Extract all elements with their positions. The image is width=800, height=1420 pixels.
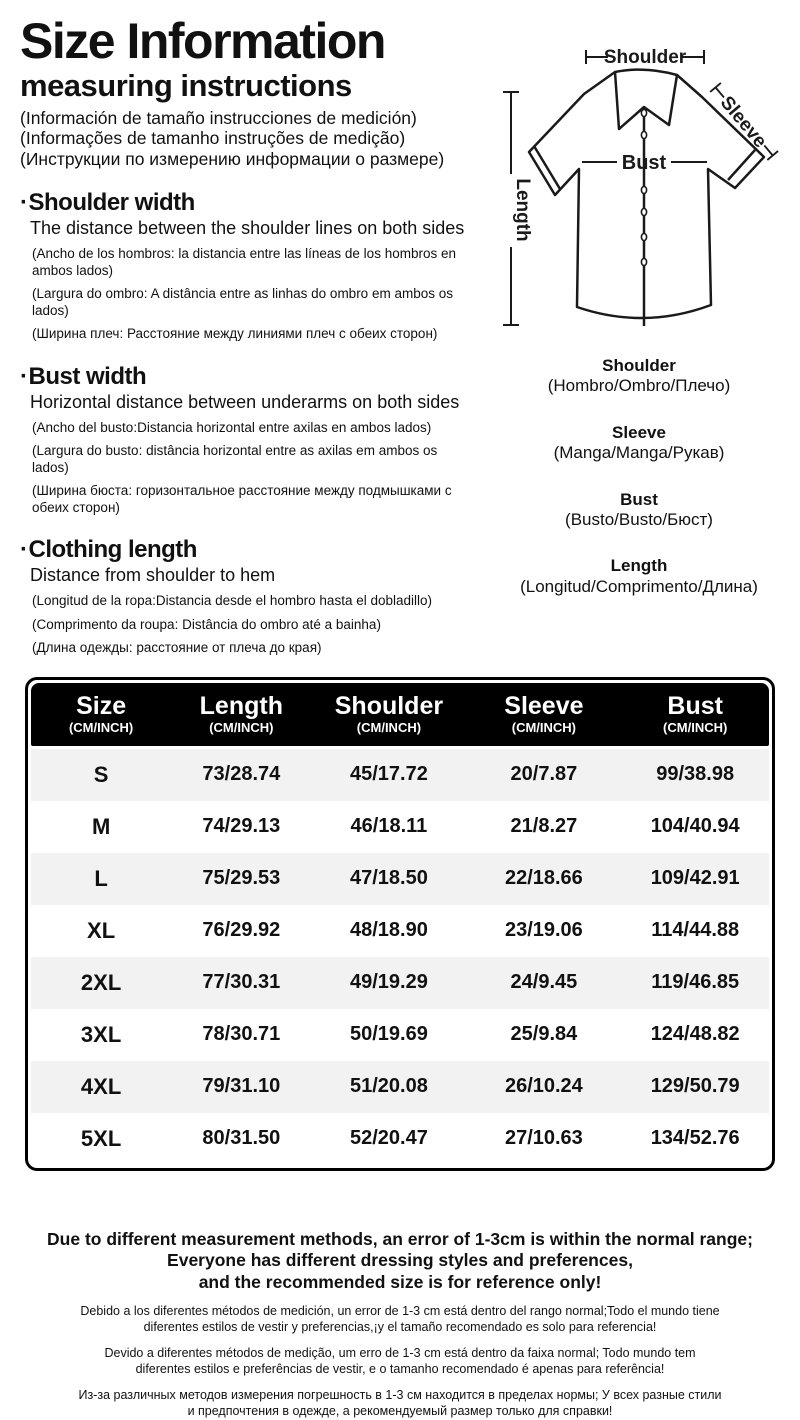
cell-shoulder: 45/17.72 — [311, 746, 466, 801]
cell-sleeve: 27/10.63 — [504, 1127, 583, 1150]
bullet-icon: · — [20, 362, 28, 390]
section-title — [20, 189, 478, 217]
column-unit: (CM/INCH) — [68, 720, 134, 736]
cell-shoulder: 46/18.11 — [350, 815, 428, 838]
cell-bust: 129/50.79 — [621, 1061, 769, 1113]
cell-sleeve: 26/10.24 — [466, 1061, 621, 1113]
disclaimer-en-line: and the recommended size is for reference only! — [198, 1271, 602, 1292]
disclaimer-en — [0, 1229, 800, 1293]
cell-sleeve: 22/18.66 — [466, 853, 621, 905]
cell-bust: 114/44.88 — [651, 919, 740, 942]
shoulder-measure-label: Shoulder — [603, 47, 687, 68]
sleeve-measure-label: ⊢Sleeve⊣ — [705, 79, 782, 165]
cell-sleeve: 25/9.84 — [510, 1023, 578, 1046]
section-es: (Longitud de la ropa:Distancia desde el hombro hasta el dobladillo) — [32, 593, 433, 609]
shirt-diagram — [479, 14, 799, 349]
section-pt: (Comprimento da roupa: Distância do ombro até a bainha) — [32, 616, 381, 632]
cell-length: 76/29.92 — [202, 919, 281, 942]
bullet-icon: · — [20, 189, 28, 217]
top-area — [0, 0, 800, 657]
legend-item-bust — [478, 490, 800, 531]
section-ru: (Длина одежды: расстояние от плеча до края) — [32, 640, 322, 656]
size-table — [31, 683, 769, 1165]
legend-term: Shoulder — [602, 356, 676, 375]
legend-item-shoulder — [478, 356, 800, 397]
cell-shoulder: 52/20.47 — [349, 1127, 428, 1150]
cell-length: 77/30.31 — [171, 957, 311, 1009]
section-title-text: Shoulder width — [28, 189, 195, 217]
cell-size: 5XL — [80, 1125, 122, 1151]
column-name: Size — [76, 691, 127, 720]
cell-size: L — [31, 853, 171, 905]
section-title — [20, 363, 478, 391]
column-name: Shoulder — [334, 691, 444, 720]
table-row — [31, 1009, 769, 1061]
legend-translation: (Busto/Busto/Бюст) — [565, 509, 713, 529]
cell-length: 79/31.10 — [171, 1061, 311, 1113]
column-unit: (CM/INCH) — [209, 720, 274, 736]
cell-shoulder: 47/18.50 — [311, 853, 466, 905]
bullet-icon: · — [20, 536, 28, 564]
cell-size: 3XL — [80, 1021, 122, 1047]
section-description: The distance between the shoulder lines on both sides — [30, 218, 465, 239]
cell-shoulder: 48/18.90 — [349, 919, 428, 942]
column-name: Bust — [667, 691, 723, 720]
cell-length: 80/31.50 — [202, 1127, 281, 1150]
collar — [615, 72, 677, 129]
column-unit: (CM/INCH) — [356, 720, 422, 736]
column-unit: (CM/INCH) — [663, 720, 728, 736]
table-row — [31, 1113, 769, 1165]
disclaimer-en-line: Everyone has different dressing styles and preferences, — [167, 1250, 633, 1271]
cell-size: XL — [87, 917, 116, 943]
column-header-shoulder — [311, 683, 466, 746]
size-table-container — [25, 677, 775, 1171]
column-header-length — [171, 683, 311, 746]
legend-term: Length — [610, 556, 668, 576]
section-description: Horizontal distance between underarms on both sides — [30, 391, 460, 412]
page-subtitle: measuring instructions — [20, 68, 352, 103]
cell-bust: 104/40.94 — [650, 815, 740, 838]
cell-shoulder: 49/19.29 — [311, 957, 466, 1009]
cell-size: S — [31, 746, 171, 801]
page-title: Size Information — [20, 13, 385, 69]
subtitle-es: (Información de tamaño instrucciones de medición) — [20, 108, 417, 128]
section-title-text: Clothing length — [28, 536, 197, 564]
size-table-header — [31, 683, 769, 746]
cell-bust: 119/46.85 — [621, 957, 769, 1009]
section-es: (Ancho del busto:Distancia horizontal entre axilas en ambos lados) — [32, 419, 432, 435]
section-title — [20, 536, 478, 564]
cell-size: M — [91, 813, 111, 839]
cell-bust: 109/42.91 — [621, 853, 769, 905]
cell-sleeve: 24/9.45 — [466, 957, 621, 1009]
column-name: Length — [199, 691, 283, 720]
section-es: (Ancho de los hombros: la distancia entre las líneas de los hombros en ambos lados) — [32, 246, 456, 278]
section-bust-width — [20, 363, 478, 516]
disclaimer-es — [0, 1304, 800, 1335]
cell-sleeve: 21/8.27 — [510, 815, 578, 838]
section-pt: (Largura do busto: distância horizontal entre as axilas em ambos os lados) — [32, 443, 438, 475]
cell-shoulder: 51/20.08 — [311, 1061, 466, 1113]
section-title-text: Bust width — [28, 362, 147, 390]
section-shoulder-width — [20, 189, 478, 342]
disclaimer-pt — [0, 1346, 800, 1377]
section-pt: (Largura do ombro: A distância entre as linhas do ombro em ambos os lados) — [32, 286, 453, 318]
section-ru: (Ширина бюста: горизонтальное расстояние между подмышками с обеих сторон) — [32, 483, 452, 515]
legend-item-length — [478, 556, 800, 597]
disclaimer-es-line: diferentes estilos de vestir y preferencias,¡y el tamaño recomendado es solo para referencia! — [143, 1319, 657, 1334]
bust-measure-label: Bust — [621, 152, 667, 174]
legend-translation: (Longitud/Comprimento/Длина) — [520, 576, 758, 596]
disclaimer — [0, 1229, 800, 1420]
disclaimer-ru-line: и предпочтения в одежде, а рекомендуемый размер только для справки! — [187, 1404, 613, 1418]
table-row — [31, 957, 769, 1009]
table-row — [31, 746, 769, 801]
legend-item-sleeve — [478, 423, 800, 464]
cell-bust: 124/48.82 — [650, 1023, 740, 1046]
subtitle-translations — [20, 108, 478, 169]
section-clothing-length — [20, 536, 478, 656]
legend-translation: (Manga/Manga/Рукав) — [553, 443, 725, 463]
cell-size: 4XL — [31, 1061, 171, 1113]
right-cuff-line — [728, 150, 755, 180]
cell-length: 75/29.53 — [171, 853, 311, 905]
subtitle-pt: (Informações de tamanho instruções de medição) — [20, 128, 406, 149]
cell-size: 2XL — [31, 957, 171, 1009]
column-header-sleeve — [466, 683, 621, 746]
cell-shoulder: 50/19.69 — [349, 1023, 428, 1046]
column-header-bust — [621, 683, 769, 746]
section-ru: (Ширина плеч: Расстояние между линиями плеч с обеих сторон) — [32, 326, 438, 342]
size-table-body — [31, 746, 769, 1165]
cell-length: 73/28.74 — [171, 746, 311, 801]
length-measure-label: Length — [512, 178, 533, 242]
subtitle-ru: (Инструкции по измерению информации о размере) — [20, 148, 445, 169]
instructions-column — [0, 0, 478, 657]
table-row — [31, 853, 769, 905]
table-row — [31, 801, 769, 853]
diagram-legend — [478, 356, 800, 597]
cell-bust: 134/52.76 — [650, 1127, 740, 1150]
disclaimer-en-line: Due to different measurement methods, an error of 1-3cm is within the normal range; — [47, 1228, 753, 1249]
legend-translation: (Hombro/Ombro/Плечо) — [547, 376, 731, 396]
disclaimer-pt-line: Devido a diferentes métodos de medição, um erro de 1-3 cm está dentro da faixa normal; Todo mundo tem — [104, 1346, 696, 1361]
legend-term: Sleeve — [612, 422, 666, 442]
table-row — [31, 905, 769, 957]
cell-length: 78/30.71 — [202, 1023, 281, 1046]
disclaimer-es-line: Debido a los diferentes métodos de medición, un error de 1-3 cm está dentro del rango normal;Todo el mundo tiene — [80, 1303, 720, 1318]
cell-sleeve: 23/19.06 — [504, 919, 583, 942]
table-row — [31, 1061, 769, 1113]
legend-term: Bust — [620, 489, 658, 509]
cell-sleeve: 20/7.87 — [466, 746, 621, 801]
cell-length: 74/29.13 — [202, 815, 281, 838]
column-name: Sleeve — [504, 691, 584, 720]
disclaimer-pt-line: diferentes estilos e preferências de vestir, e o tamanho recomendado é apenas para referência! — [135, 1361, 665, 1376]
disclaimer-ru — [0, 1388, 800, 1419]
column-unit: (CM/INCH) — [511, 720, 577, 736]
column-header-size — [31, 683, 171, 746]
section-description: Distance from shoulder to hem — [30, 565, 276, 586]
disclaimer-ru-line: Из-за различных методов измерения погрешность в 1-3 см находится в пределах нормы; У всех разные стили — [78, 1388, 722, 1403]
diagram-column — [478, 0, 800, 657]
cell-bust: 99/38.98 — [621, 746, 769, 801]
